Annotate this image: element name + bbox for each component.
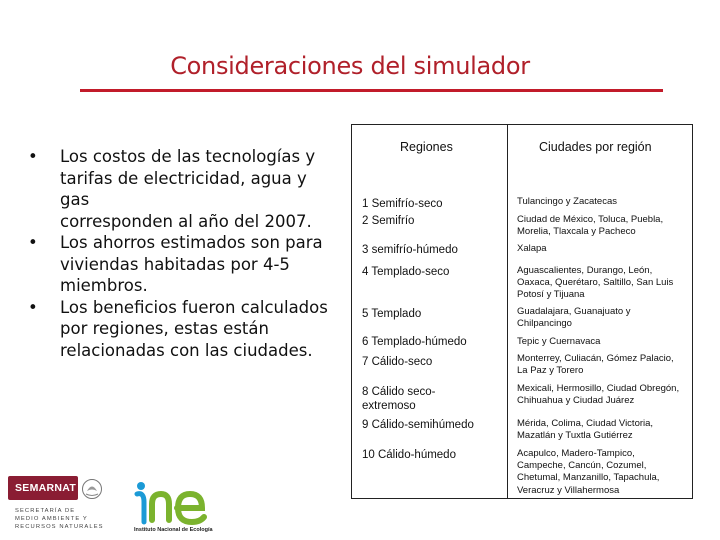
cities-cell: Guadalajara, Guanajuato y Chilpancingo	[517, 306, 631, 330]
cities-cell: Tepic y Cuernavaca	[517, 336, 601, 347]
bullet-line: viviendas habitadas por 4-5	[60, 254, 290, 274]
table-column-divider	[507, 124, 508, 499]
cities-cell: Mérida, Colima, Ciudad Victoria, Mazatlán y Tuxtla Gutiérrez	[517, 418, 654, 442]
bullet-item	[24, 232, 336, 297]
cities-cell: Tulancingo y Zacatecas	[517, 196, 617, 207]
region-cell: 2 Semifrío	[362, 215, 415, 227]
bullet-line: Los beneficios fueron calculados	[60, 297, 328, 317]
region-cell: 9 Cálido-semihúmedo	[362, 419, 474, 431]
bullet-line: Los ahorros estimados son para	[60, 233, 323, 252]
bullet-dot-icon: •	[28, 147, 38, 166]
bullet-line: Los costos de las tecnologías y	[60, 147, 316, 166]
cities-cell: Monterrey, Culiacán, Gómez Palacio, La Paz y Torero	[517, 353, 674, 377]
bullet-line: miembros.	[60, 276, 148, 295]
region-cell: 8 Cálido seco- extremoso	[362, 386, 436, 412]
mexican-seal-icon	[80, 478, 104, 500]
semarnat-logo	[8, 476, 108, 538]
region-cell: 6 Templado-húmedo	[362, 336, 467, 348]
header-ciudades: Ciudades por región	[539, 140, 652, 154]
bullet-line: tarifas de electricidad, agua y gas	[60, 168, 307, 209]
bullet-line: relacionadas con las ciudades.	[60, 340, 313, 360]
ine-mark-icon	[134, 480, 214, 526]
cities-cell: Acapulco, Madero-Tampico, Campeche, Cancún, Cozumel, Chetumal, Manzanillo, Tapachula, Veracruz y Villahermosa	[517, 448, 660, 496]
ine-caption: Instituto Nacional de Ecología	[134, 527, 213, 533]
region-cell: 5 Templado	[362, 308, 422, 320]
cities-cell: Ciudad de México, Toluca, Puebla, Morelia, Tlaxcala y Pacheco	[517, 214, 664, 238]
region-cell: 7 Cálido-seco	[362, 356, 433, 368]
region-cell: 1 Semifrío-seco	[362, 198, 443, 210]
semarnat-wordmark: SEMARNAT	[15, 482, 77, 494]
region-cell: 4 Templado-seco	[362, 266, 450, 278]
bullet-dot-icon: •	[28, 233, 38, 252]
header-regiones: Regiones	[400, 140, 453, 154]
cities-cell: Xalapa	[517, 243, 547, 254]
bullet-line: corresponden al año del 2007.	[60, 211, 312, 231]
bullet-list	[24, 146, 336, 361]
region-cell: 10 Cálido-húmedo	[362, 449, 456, 461]
secretaria-text: SECRETARÍA DE MEDIO AMBIENTE Y RECURSOS NATURALES	[15, 508, 104, 530]
cities-cell: Mexicali, Hermosillo, Ciudad Obregón, Chihuahua y Ciudad Juárez	[517, 383, 680, 407]
cities-cell: Aguascalientes, Durango, León, Oaxaca, Querétaro, Saltillo, San Luis Potosí y Tijuana	[517, 265, 674, 301]
bullet-item	[24, 146, 336, 232]
bullet-dot-icon: •	[28, 297, 38, 317]
slide-title: Consideraciones del simulador	[170, 52, 530, 80]
region-cell: 3 semifrío-húmedo	[362, 244, 458, 256]
ine-logo	[134, 480, 214, 536]
title-underline	[80, 89, 663, 92]
bullet-item	[24, 297, 336, 362]
bullet-line: por regiones, estas están	[60, 319, 269, 338]
